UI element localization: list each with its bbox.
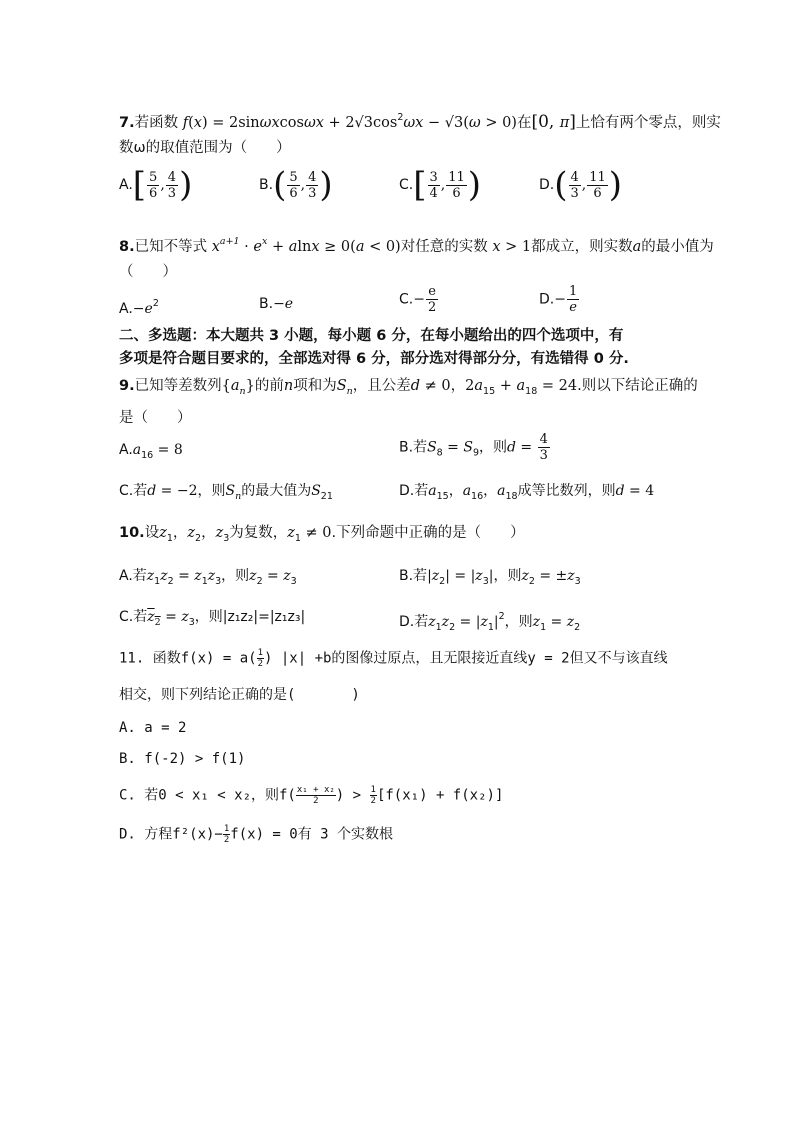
q9-option-b: B.若$S_8 = S_9$，则d = $\frac{4}{3}$ xyxy=(399,432,548,463)
q11-text-a: 11. 函数f(x) = a( xyxy=(119,650,257,667)
option-letter: D. xyxy=(539,177,555,193)
q10-option-a-b: ，则 xyxy=(221,568,250,584)
option-letter: B. xyxy=(259,177,274,193)
section2-line1: 二、多选题：本大题共 3 小题，每小题 6 分，在每小题给出的四个选项中，有 xyxy=(119,328,624,344)
q7-text-c: 上恰有两个零点，则实 xyxy=(575,115,721,131)
q9-option-c-c: 的最大值为 xyxy=(241,483,312,499)
q9-text-a: 已知等差数列 xyxy=(134,378,222,394)
q11-text-b: ) |x| +b的图像过原点，且无限接近直线y = 2但又不与该直线 xyxy=(264,650,668,667)
q7-line1: 7.若函数 $f(x) = 2\sin\omega xcos\omega x + 2√3\cos^2\omega x - √3(\omega > 0)$在[0, π]上恰有两个零点，则实 xyxy=(119,112,721,132)
q8-text-d: 的最小值为 xyxy=(641,239,714,255)
q9-number: 9. xyxy=(119,378,135,394)
q8-option-d: D.− $\frac{1}{e}$ xyxy=(539,284,578,315)
q8-option-a: $A.-e^2$ xyxy=(119,298,159,317)
q8-text-a: 已知不等式 xyxy=(134,239,208,255)
q11-option-c-b: ) > xyxy=(335,787,362,804)
q7-number: 7. xyxy=(119,115,135,131)
q7-option-c xyxy=(399,165,482,205)
q10-number: 10. xyxy=(119,525,145,541)
close-bracket: ) xyxy=(319,165,333,205)
q11-option-c: C. 若0 < x₁ < x₂，则f( $\frac{\text{x₁ + x₂}}{2}$ ) > $\frac{1}{2}$ [f(x₁) + f(x₂)] xyxy=(119,785,504,806)
q8-line1: 8.已知不等式 $x^{a+1} \cdot e^x + alnx \ge 0(a < 0)$对任意的实数 x > 1都成立，则实数a的最小值为 xyxy=(119,236,714,255)
section2-line2: 多项是符合题目要求的，全部选对得 6 分，部分选对得部分分，有选错得 0 分. xyxy=(119,351,629,367)
left-endpoint: $\frac{4}{3}$ xyxy=(570,169,579,201)
q9-option-c-a: C.若 xyxy=(119,483,148,499)
q7-text-a: 若函数 xyxy=(134,115,179,131)
q10-text-b: 为复数， xyxy=(229,525,288,541)
q11-option-c-a: C. 若0 < x₁ < x₂，则f( xyxy=(119,787,296,804)
q9-text-b: 的前 xyxy=(254,378,284,394)
q10-option-b-a: B.若 xyxy=(399,568,428,584)
comma: , xyxy=(581,177,587,193)
open-bracket: [ xyxy=(413,165,427,205)
q11-option-a: A. a = 2 xyxy=(119,720,187,736)
q10-option-b-b: ，则 xyxy=(493,568,522,584)
q8-text-b: 对任意的实数 xyxy=(400,239,488,255)
q11-option-c-c: [f(x₁) + f(x₂)] xyxy=(376,787,504,804)
right-endpoint: $\frac{11}{6}$ xyxy=(589,169,606,201)
q9-option-b-b: ，则 xyxy=(478,439,507,456)
right-endpoint: $\frac{11}{6}$ xyxy=(448,169,465,201)
q7-option-b xyxy=(259,165,333,205)
q8-text-c: 都成立，则实数 xyxy=(531,239,633,255)
q10-option-b: B.若$|z_2| = |z_3|$，则$z_2 = \pm z_3$ xyxy=(399,568,581,587)
q8-option-c: C.− $\frac{e}{2}$ xyxy=(399,284,437,315)
q9-text-d: ，且公差 xyxy=(352,378,411,394)
q9-option-d-b: 成等比数列，则 xyxy=(517,483,616,499)
q8-option-b: B.−e xyxy=(259,296,294,312)
q7-text-b: 在 xyxy=(516,115,532,131)
q10-option-d-a: D.若 xyxy=(399,614,429,630)
q9-text-f: 则以下结论正确的 xyxy=(581,378,698,394)
q10-option-c-a: C.若 xyxy=(119,609,148,625)
right-endpoint: $\frac{4}{3}$ xyxy=(167,169,177,201)
q9-option-c-b: ，则 xyxy=(197,483,226,499)
q10-text-a: 设 xyxy=(144,525,160,541)
right-endpoint: $\frac{4}{3}$ xyxy=(308,169,317,201)
close-bracket: ) xyxy=(467,165,482,205)
q9-option-a-label: A. xyxy=(119,442,133,458)
q11-line2: 相交，则下列结论正确的是( ) xyxy=(119,687,360,703)
open-bracket: ( xyxy=(273,165,287,205)
comma: , xyxy=(440,177,446,193)
open-bracket: [ xyxy=(132,165,147,205)
q10-option-a: A.若$z_1z_2 = z_1z_3$，则$z_2 = z_3$ xyxy=(119,568,297,587)
q8-line2: （ ） xyxy=(119,264,177,280)
q10-option-c: C.若$z_2 = z_3$，则|z₁z₂|=|z₁z₃| xyxy=(119,609,306,628)
q10-text-c: .下列命题中正确的是（ ） xyxy=(331,525,525,541)
close-bracket: ) xyxy=(179,165,193,205)
q11-line1: 11. 函数f(x) = a( $\frac{1}{2}$ ) |x| +b的图像过原点，且无限接近直线y = 2但又不与该直线 xyxy=(119,648,668,669)
q9-line2: 是（ ） xyxy=(119,410,192,426)
q9-option-a: $A.a_{16} = 8$ xyxy=(119,442,183,461)
left-endpoint: $\frac{5}{6}$ xyxy=(289,169,298,201)
q9-line1: 9.已知等差数列$\{a_n\}$的前n项和为$S_n$，且公差d ≠ 0，$2a_{15} + a_{18} = 24$.则以下结论正确的 xyxy=(119,378,698,397)
q8-number: 8. xyxy=(119,239,135,255)
q9-option-c: C.若d = −2，则$S_n$的最大值为$S_{21}$ xyxy=(119,483,333,502)
q11-option-b: B. f(-2) > f(1) xyxy=(119,751,246,767)
q7-line2: 数ω的取值范围为（ ） xyxy=(119,140,291,156)
q10-option-d-b: ，则 xyxy=(504,614,533,630)
q8-var: a xyxy=(632,239,642,255)
q10-line1: 10.设$z_1$，$z_2$，$z_3$为复数，$z_1 \ne 0$.下列命题中正确的是（ ） xyxy=(119,525,525,544)
q9-option-d: D.若$a_{15}$，$a_{16}$，$a_{18}$成等比数列，则d = 4 xyxy=(399,483,655,502)
q11-option-d-b: f(x) = 0有 3 个实数根 xyxy=(230,826,393,843)
q7-option-a xyxy=(119,165,193,205)
q9-text-c: 项和为 xyxy=(293,378,337,394)
comma: , xyxy=(300,177,306,193)
q7-option-d xyxy=(539,165,623,205)
q9-option-b-a: B.若 xyxy=(399,439,428,456)
q11-option-d-a: D. 方程f²(x)− xyxy=(119,826,223,843)
open-bracket: ( xyxy=(554,165,568,205)
q11-option-d: D. 方程f²(x)− $\frac{1}{2}$ f(x) = 0有 3 个实数根 xyxy=(119,824,393,845)
option-letter: C. xyxy=(399,177,414,193)
close-bracket: ) xyxy=(608,165,623,205)
q7-formula: f xyxy=(182,115,189,131)
q9-option-d-a: D.若 xyxy=(399,483,429,499)
q10-option-d: D.若$z_1z_2 = |z_1|^2$，则$z_1 = z_2$ xyxy=(399,611,581,633)
left-endpoint: $\frac{5}{6}$ xyxy=(149,169,158,201)
q9-text-e: ， xyxy=(450,378,466,394)
q10-option-a-a: A.若 xyxy=(119,568,147,584)
option-letter: A. xyxy=(119,177,133,193)
comma: , xyxy=(160,177,165,193)
left-endpoint: $\frac{3}{4}$ xyxy=(429,169,438,201)
q10-option-c-b: ，则|z₁z₂|=|z₁z₃| xyxy=(194,609,306,625)
